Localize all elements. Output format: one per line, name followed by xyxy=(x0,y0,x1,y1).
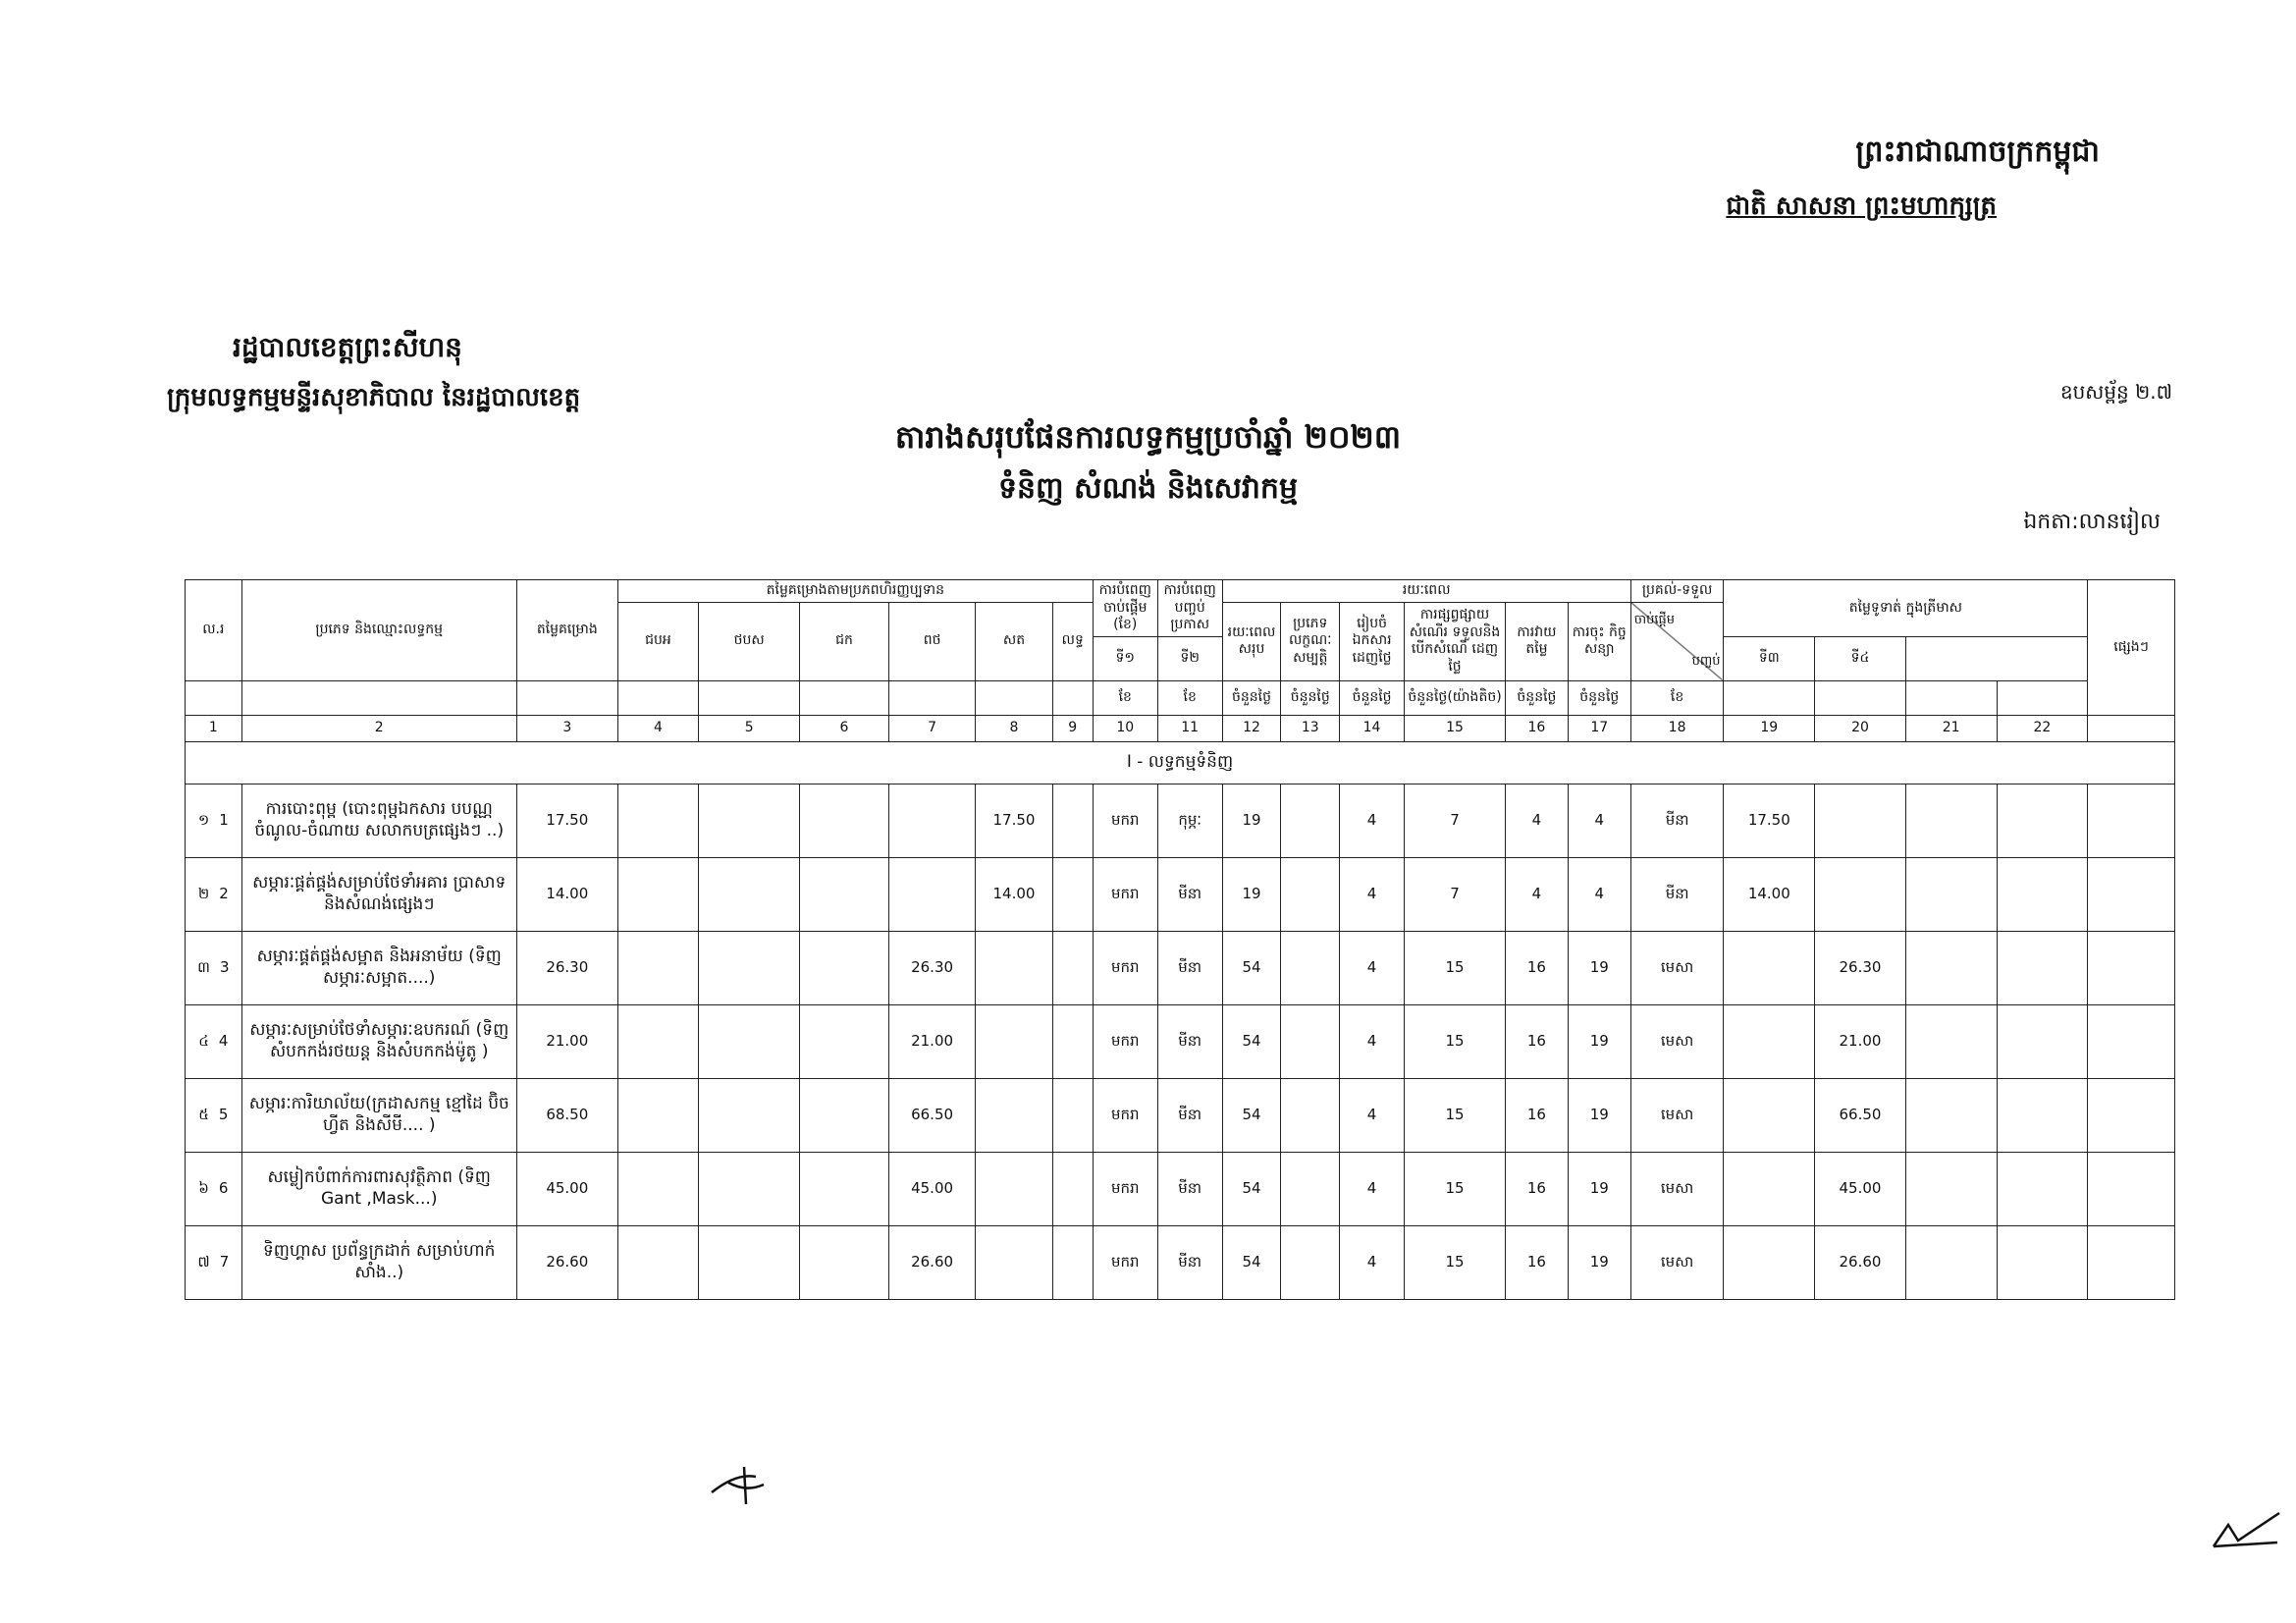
cell-other xyxy=(2088,784,2175,857)
cell-d4: 7 xyxy=(1405,857,1506,931)
col-number: 21 xyxy=(1905,715,1997,741)
cell-f6 xyxy=(1052,1225,1093,1299)
col-number: 6 xyxy=(800,715,889,741)
row-number-khmer: ២ xyxy=(197,885,210,903)
row-number xyxy=(186,857,242,931)
cell-cost: 21.00 xyxy=(516,1004,617,1078)
cell-other xyxy=(2088,931,2175,1004)
header-q3: ទី៣ xyxy=(1724,636,1815,680)
cell-d1: 54 xyxy=(1222,1152,1281,1225)
header-end-month: ការបំពេញបញ្ចប់ ប្រកាស xyxy=(1157,580,1222,637)
cell-f6 xyxy=(1052,1004,1093,1078)
row-number xyxy=(186,1225,242,1299)
cell-q2: 45.00 xyxy=(1815,1152,1906,1225)
cell-q2 xyxy=(1815,784,1906,857)
cell-m1: មករា xyxy=(1093,1004,1157,1078)
cell-d3: 4 xyxy=(1340,1078,1405,1152)
row-number xyxy=(186,784,242,857)
cell-end: មេសា xyxy=(1630,1078,1724,1152)
header-fund-2: ថបស xyxy=(699,602,800,680)
row-number-arabic: 1 xyxy=(219,811,229,830)
cell-end: មីនា xyxy=(1630,857,1724,931)
unit-days: ចំនួនថ្ងៃ xyxy=(1222,680,1281,715)
header-duration-contract: ការចុះ កិច្ចសន្យា xyxy=(1568,602,1630,680)
cell-f2 xyxy=(699,931,800,1004)
cell-q3 xyxy=(1905,1078,1997,1152)
header-duration-group: រយៈពេល xyxy=(1222,580,1630,603)
cell-m2: មីនា xyxy=(1157,1004,1222,1078)
header-fund-1: ជបអ xyxy=(617,602,698,680)
cell-d6: 19 xyxy=(1568,1004,1630,1078)
cell-d3: 4 xyxy=(1340,1004,1405,1078)
cell-end: មីនា xyxy=(1630,784,1724,857)
cell-other xyxy=(2088,1152,2175,1225)
col-number: 16 xyxy=(1506,715,1569,741)
cell-f2 xyxy=(699,1225,800,1299)
cell-d5: 16 xyxy=(1506,1225,1569,1299)
cell-d6: 19 xyxy=(1568,1078,1630,1152)
cell-d2 xyxy=(1281,857,1340,931)
unit-days: ចំនួនថ្ងៃ xyxy=(1281,680,1340,715)
cell-cost: 45.00 xyxy=(516,1152,617,1225)
cell-f1 xyxy=(617,857,698,931)
document-title: តារាងសរុបផែនការលទ្ធកម្មប្រចាំឆ្នាំ ២០២៣ xyxy=(894,418,1402,456)
col-number: 4 xyxy=(617,715,698,741)
header-delivery-start-end xyxy=(1630,602,1724,680)
header-duration-publish: ការផ្សព្វផ្សាយ សំណើរ ទទួលនិង បើកសំណើ ដេញថ្លៃ xyxy=(1405,602,1506,680)
cell-f6 xyxy=(1052,931,1093,1004)
cell-d4: 15 xyxy=(1405,1004,1506,1078)
cell-m1: មករា xyxy=(1093,1225,1157,1299)
cell-f2 xyxy=(699,1078,800,1152)
cell-f6 xyxy=(1052,857,1093,931)
cell-q1 xyxy=(1724,1004,1815,1078)
cell-cost: 26.30 xyxy=(516,931,617,1004)
cell-f4 xyxy=(888,784,976,857)
header-delivery-group: ប្រគល់-ទទួល xyxy=(1630,580,1724,603)
row-number-arabic: 4 xyxy=(218,1032,229,1051)
cell-d5: 16 xyxy=(1506,1152,1569,1225)
cell-f2 xyxy=(699,784,800,857)
cell-d5: 16 xyxy=(1506,1078,1569,1152)
row-number-khmer: ៧ xyxy=(197,1253,210,1271)
section-row xyxy=(186,741,2175,784)
cell-d1: 54 xyxy=(1222,1004,1281,1078)
cell-q1 xyxy=(1724,1152,1815,1225)
table-row xyxy=(186,1152,2175,1225)
cell-f2 xyxy=(699,1152,800,1225)
unit-month: ខែ xyxy=(1157,680,1222,715)
cell-f1 xyxy=(617,1152,698,1225)
row-number-arabic: 7 xyxy=(219,1253,230,1271)
col-number: 19 xyxy=(1724,715,1815,741)
cell-f6 xyxy=(1052,784,1093,857)
col-number: 12 xyxy=(1222,715,1281,741)
cell-q1 xyxy=(1724,931,1815,1004)
cell-m1: មករា xyxy=(1093,1152,1157,1225)
cell-q3 xyxy=(1905,1004,1997,1078)
col-number: 8 xyxy=(976,715,1052,741)
col-number: 22 xyxy=(1997,715,2088,741)
table-row xyxy=(186,857,2175,931)
national-motto: ជាតិ សាសនា ព្រះមហាក្សត្រ xyxy=(1726,191,1997,221)
cell-d1: 54 xyxy=(1222,931,1281,1004)
cell-q4 xyxy=(1997,1152,2088,1225)
header-fund-3: ជក xyxy=(800,602,889,680)
cell-m2: មីនា xyxy=(1157,931,1222,1004)
unit-month: ខែ xyxy=(1630,680,1724,715)
cell-f5 xyxy=(976,931,1052,1004)
col-number: 2 xyxy=(241,715,516,741)
cell-d3: 4 xyxy=(1340,1225,1405,1299)
cell-d4: 15 xyxy=(1405,931,1506,1004)
col-number: 15 xyxy=(1405,715,1506,741)
cell-m2: កុម្ភៈ xyxy=(1157,784,1222,857)
col-number: 9 xyxy=(1052,715,1093,741)
cell-q4 xyxy=(1997,784,2088,857)
table-row xyxy=(186,1225,2175,1299)
header-quarter-group: តម្លៃទូទាត់ ក្នុងត្រីមាស xyxy=(1724,580,2088,637)
cell-f4: 66.50 xyxy=(888,1078,976,1152)
row-number xyxy=(186,1152,242,1225)
cell-other xyxy=(2088,857,2175,931)
cell-cost: 17.50 xyxy=(516,784,617,857)
cell-m1: មករា xyxy=(1093,1078,1157,1152)
cell-f4: 26.30 xyxy=(888,931,976,1004)
cell-end: មេសា xyxy=(1630,931,1724,1004)
cell-desc: ទិញហ្គាស ប្រព័ន្ធក្រដាក់ សម្រាប់ហាក់សាំង..) xyxy=(241,1225,516,1299)
row-number-arabic: 5 xyxy=(218,1106,229,1124)
header-q1: ទី១ xyxy=(1093,636,1157,680)
cell-d6: 19 xyxy=(1568,1225,1630,1299)
column-number-row xyxy=(186,715,2175,741)
cell-d1: 19 xyxy=(1222,857,1281,931)
cell-f5 xyxy=(976,1225,1052,1299)
cell-d5: 4 xyxy=(1506,857,1569,931)
row-number-arabic: 3 xyxy=(219,958,230,977)
table-row xyxy=(186,931,2175,1004)
cell-f3 xyxy=(800,1152,889,1225)
cell-d4: 15 xyxy=(1405,1225,1506,1299)
cell-f5: 17.50 xyxy=(976,784,1052,857)
header-duration-prepare: រៀបចំ ឯកសារ ដេញថ្លៃ xyxy=(1340,602,1405,680)
cell-f6 xyxy=(1052,1078,1093,1152)
cell-d2 xyxy=(1281,931,1340,1004)
cell-f1 xyxy=(617,1078,698,1152)
cell-m2: មីនា xyxy=(1157,1152,1222,1225)
row-number-khmer: ១ xyxy=(197,811,210,830)
row-number xyxy=(186,931,242,1004)
cell-q3 xyxy=(1905,931,1997,1004)
col-number: 5 xyxy=(699,715,800,741)
col-number: 17 xyxy=(1568,715,1630,741)
cell-cost: 26.60 xyxy=(516,1225,617,1299)
cell-end: មេសា xyxy=(1630,1152,1724,1225)
cell-end: មេសា xyxy=(1630,1004,1724,1078)
header-type: ប្រភេទ និងឈ្មោះលទ្ធកម្ម xyxy=(241,580,516,681)
cell-desc: សម្ភារៈការិយាល័យ(ក្រដាសកម្ម ខ្មៅដៃ ប៊ិច ហ្វីត និងសីមី.... ) xyxy=(241,1078,516,1152)
cell-f1 xyxy=(617,784,698,857)
col-number: 1 xyxy=(186,715,242,741)
row-number-arabic: 6 xyxy=(218,1179,229,1198)
col-number: 13 xyxy=(1281,715,1340,741)
cell-f2 xyxy=(699,1004,800,1078)
cell-d2 xyxy=(1281,1078,1340,1152)
cell-q4 xyxy=(1997,931,2088,1004)
header-fund-6: លទ្ធ xyxy=(1052,602,1093,680)
col-number: 7 xyxy=(888,715,976,741)
cell-q2: 21.00 xyxy=(1815,1004,1906,1078)
annex-label: ឧបសម្ព័ន្ធ ២.៧ xyxy=(2059,380,2172,404)
cell-m1: មករា xyxy=(1093,857,1157,931)
cell-desc: សម្ភារៈផ្គត់ផ្គង់សម្រាប់ថែទាំអគារ ប្រាសាទ និងសំណង់ផ្សេងៗ xyxy=(241,857,516,931)
cell-q3 xyxy=(1905,1225,1997,1299)
cell-f3 xyxy=(800,1225,889,1299)
unit-days: ចំនួនថ្ងៃ xyxy=(1340,680,1405,715)
col-number: 20 xyxy=(1815,715,1906,741)
cell-desc: សម្ភារៈសម្រាប់ថែទាំសម្ភារៈឧបករណ៍ (ទិញសំបកកង់រថយន្ត និងសំបកកង់ម៉ូតូ ) xyxy=(241,1004,516,1078)
cell-other xyxy=(2088,1004,2175,1078)
cell-d2 xyxy=(1281,784,1340,857)
cell-q4 xyxy=(1997,1225,2088,1299)
cell-d3: 4 xyxy=(1340,784,1405,857)
cell-d2 xyxy=(1281,1152,1340,1225)
header-delivery-start: ចាប់ផ្តើម xyxy=(1633,612,1675,627)
unit-days: ចំនួនថ្ងៃ xyxy=(1568,680,1630,715)
cell-q2 xyxy=(1815,857,1906,931)
section-goods-heading: I - លទ្ធកម្មទំនិញ xyxy=(186,741,2175,784)
cell-f2 xyxy=(699,857,800,931)
row-number-arabic: 2 xyxy=(219,885,229,903)
header-q2: ទី២ xyxy=(1157,636,1222,680)
cell-f6 xyxy=(1052,1152,1093,1225)
row-number-khmer: ៤ xyxy=(198,1032,209,1051)
row-number-khmer: ៣ xyxy=(197,958,210,977)
cell-d5: 16 xyxy=(1506,1004,1569,1078)
header-delivery-end: បញ្ចប់ xyxy=(1691,654,1721,669)
row-number-khmer: ៦ xyxy=(198,1179,209,1198)
header-duration-spec: ប្រភេទលក្ខណៈ សម្បត្តិ xyxy=(1281,602,1340,680)
header-duration-total: រយៈពេលសរុប xyxy=(1222,602,1281,680)
cell-q3 xyxy=(1905,784,1997,857)
cell-d4: 15 xyxy=(1405,1078,1506,1152)
cell-f5 xyxy=(976,1078,1052,1152)
cell-m2: មីនា xyxy=(1157,1078,1222,1152)
row-number-khmer: ៥ xyxy=(198,1106,209,1124)
document-subtitle: ទំនិញ សំណង់ និងសេវាកម្ម xyxy=(997,471,1299,506)
col-number: 11 xyxy=(1157,715,1222,741)
cell-q2: 26.60 xyxy=(1815,1225,1906,1299)
cell-q3 xyxy=(1905,857,1997,931)
table-row xyxy=(186,1004,2175,1078)
cell-f3 xyxy=(800,931,889,1004)
header-fund-4: ពថ xyxy=(888,602,976,680)
table-row xyxy=(186,784,2175,857)
cell-d1: 19 xyxy=(1222,784,1281,857)
cell-other xyxy=(2088,1078,2175,1152)
cell-cost: 14.00 xyxy=(516,857,617,931)
cell-d6: 19 xyxy=(1568,931,1630,1004)
cell-d3: 4 xyxy=(1340,857,1405,931)
cell-f5 xyxy=(976,1152,1052,1225)
signature-initial-corner xyxy=(2209,1507,2287,1556)
cell-q4 xyxy=(1997,1078,2088,1152)
currency-unit: ឯកតា:លានរៀល xyxy=(2023,510,2161,534)
cell-f3 xyxy=(800,1004,889,1078)
cell-q2: 66.50 xyxy=(1815,1078,1906,1152)
kingdom-heading: ព្រះរាជាណាចក្រកម្ពុជា xyxy=(1855,135,2100,169)
cell-f3 xyxy=(800,1078,889,1152)
signature-initial-center xyxy=(707,1463,775,1512)
cell-d4: 15 xyxy=(1405,1152,1506,1225)
cell-m1: មករា xyxy=(1093,931,1157,1004)
cell-f5 xyxy=(976,1004,1052,1078)
cell-q4 xyxy=(1997,857,2088,931)
cell-desc: សម្លៀកបំពាក់ការពារសុវត្ថិភាព (ទិញ Gant ,Mask...) xyxy=(241,1152,516,1225)
cell-d1: 54 xyxy=(1222,1078,1281,1152)
col-number: 10 xyxy=(1093,715,1157,741)
header-other: ផ្សេងៗ xyxy=(2088,580,2175,716)
cell-d5: 16 xyxy=(1506,931,1569,1004)
row-number xyxy=(186,1078,242,1152)
header-no: ល.រ xyxy=(186,580,242,681)
cell-d3: 4 xyxy=(1340,1152,1405,1225)
col-number: 18 xyxy=(1630,715,1724,741)
cell-desc: សម្ភារៈផ្គត់ផ្គង់សម្អាត និងអនាម័យ (ទិញសម្ភារៈសម្អាត....) xyxy=(241,931,516,1004)
header-duration-evaluate: ការវាយ តម្លៃ xyxy=(1506,602,1569,680)
header-q4: ទី៤ xyxy=(1815,636,1906,680)
cell-f1 xyxy=(617,1225,698,1299)
cell-q3 xyxy=(1905,1152,1997,1225)
cell-f1 xyxy=(617,1004,698,1078)
col-number: 14 xyxy=(1340,715,1405,741)
unit-month: ខែ xyxy=(1093,680,1157,715)
col-number: 3 xyxy=(516,715,617,741)
table-row xyxy=(186,1078,2175,1152)
cell-q1: 14.00 xyxy=(1724,857,1815,931)
cell-q4 xyxy=(1997,1004,2088,1078)
cell-end: មេសា xyxy=(1630,1225,1724,1299)
unit-days: ចំនួនថ្ងៃ xyxy=(1506,680,1569,715)
cell-m2: មីនា xyxy=(1157,1225,1222,1299)
unit-days-min: ចំនួនថ្ងៃ(យ៉ាងតិច) xyxy=(1405,680,1506,715)
header-fund-5: សត xyxy=(976,602,1052,680)
cell-q1 xyxy=(1724,1078,1815,1152)
cell-d6: 19 xyxy=(1568,1152,1630,1225)
cell-d4: 7 xyxy=(1405,784,1506,857)
cell-m2: មីនា xyxy=(1157,857,1222,931)
cell-cost: 68.50 xyxy=(516,1078,617,1152)
cell-f5: 14.00 xyxy=(976,857,1052,931)
cell-f4: 21.00 xyxy=(888,1004,976,1078)
cell-d6: 4 xyxy=(1568,784,1630,857)
cell-d6: 4 xyxy=(1568,857,1630,931)
cell-q2: 26.30 xyxy=(1815,931,1906,1004)
procurement-plan-table xyxy=(185,579,2175,1300)
cell-f4: 45.00 xyxy=(888,1152,976,1225)
cell-d1: 54 xyxy=(1222,1225,1281,1299)
cell-d3: 4 xyxy=(1340,931,1405,1004)
cell-q1: 17.50 xyxy=(1724,784,1815,857)
cell-d2 xyxy=(1281,1004,1340,1078)
cell-f4 xyxy=(888,857,976,931)
cell-f4: 26.60 xyxy=(888,1225,976,1299)
cell-m1: មករា xyxy=(1093,784,1157,857)
cell-f3 xyxy=(800,857,889,931)
cell-other xyxy=(2088,1225,2175,1299)
row-number xyxy=(186,1004,242,1078)
header-start-month: ការបំពេញចាប់ផ្តើម (ខែ) xyxy=(1093,580,1157,637)
cell-desc: ការបោះពុម្ព (បោះពុម្ពឯកសារ បបណ្ណចំណូល-ចំណាយ សលាកបត្រផ្សេងៗ ..) xyxy=(241,784,516,857)
cell-d2 xyxy=(1281,1225,1340,1299)
header-funding-group: តម្លៃគម្រោងតាមប្រភពហិរញ្ញប្បទាន xyxy=(617,580,1093,603)
cell-f3 xyxy=(800,784,889,857)
cell-q1 xyxy=(1724,1225,1815,1299)
procurement-department: ក្រុមលទ្ធកម្មមន្ទីរសុខាភិបាល នៃរដ្ឋបាលខេត្ត xyxy=(167,383,581,412)
header-cost: តម្លៃគម្រោង xyxy=(516,580,617,681)
provincial-admin: រដ្ឋបាលខេត្តព្រះសីហនុ xyxy=(233,331,462,363)
cell-f1 xyxy=(617,931,698,1004)
cell-d5: 4 xyxy=(1506,784,1569,857)
